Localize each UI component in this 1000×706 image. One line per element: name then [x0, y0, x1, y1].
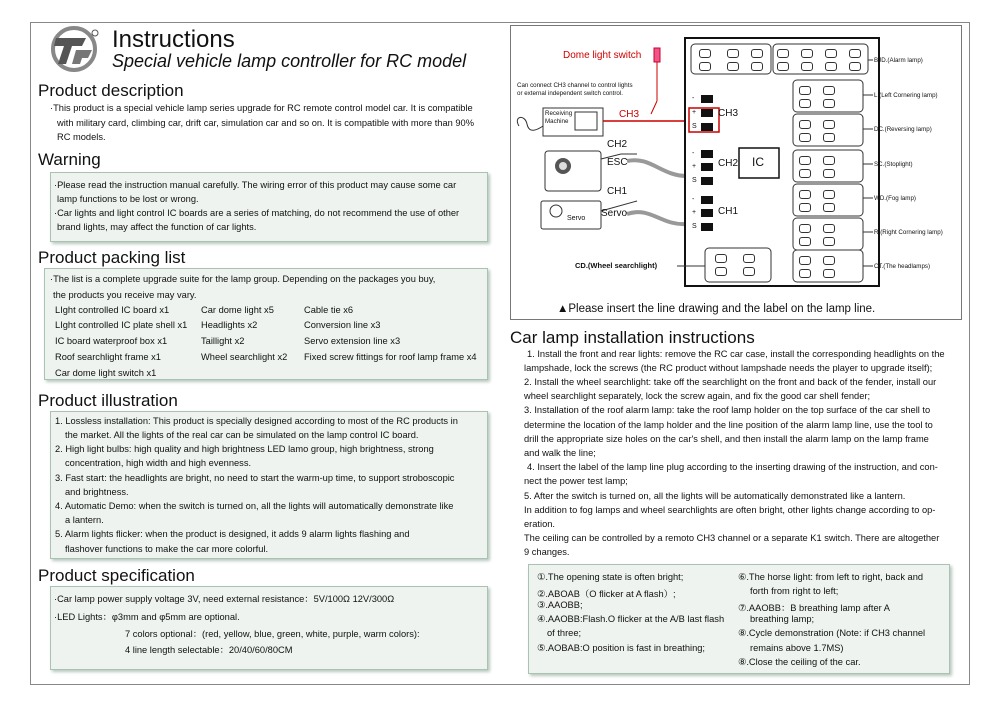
packing-item: Servo extension line x3: [304, 336, 401, 346]
mode-item: forth from right to left;: [750, 586, 839, 596]
packing-item: IC board waterproof box x1: [55, 336, 168, 346]
board-ch3-label: CH3: [718, 108, 739, 119]
installation-line: 5. After the switch is turned on, all the lights will be automatically demonstrated like a lantern.: [524, 491, 906, 501]
warning-heading: Warning: [38, 150, 101, 169]
packing-item: LIght controlled IC board x1: [55, 305, 170, 315]
mode-item: ①.The opening state is often bright;: [537, 572, 684, 582]
ch1-wire-label: CH1: [607, 186, 628, 197]
pin-minus: -: [692, 196, 695, 203]
installation-line: 1. Install the front and rear lights: remove the RC car case, install the corresponding headlights on the: [527, 349, 945, 359]
pin-minus: -: [692, 150, 695, 157]
mode-item: ⑧.Close the ceiling of the car.: [738, 657, 861, 667]
ic-label: IC: [752, 155, 764, 169]
installation-line: In addition to fog lamps and wheel searchlights are often bright, other lights change according to op-: [524, 505, 936, 515]
installation-line: nect the power test lamp;: [524, 476, 628, 486]
mode-item: ③.AAOBB;: [537, 600, 583, 610]
installation-line: 9 changes.: [524, 547, 570, 557]
packing-item: Fixed screw fittings for roof lamp frame x4: [304, 352, 477, 362]
esc-label: ESC: [607, 157, 628, 168]
specification-line: ·Car lamp power supply voltage 3V, need external resistance：5V/100Ω 12V/300Ω: [54, 594, 395, 604]
installation-line: and walk the line;: [524, 448, 596, 458]
installation-line: drill the appropriate size holes on the car's shell, and then install the alarm lamp on the lamp frame: [524, 434, 929, 444]
packing-item: Taillight x2: [201, 336, 245, 346]
pin-s: S: [692, 223, 697, 230]
installation-line: determine the location of the lamp holder and the line position of the alarm lamp line, use the tool to: [524, 420, 933, 430]
illustration-line: 1. Lossless installation: This product is specially designed according to most of the RC products in: [55, 416, 458, 426]
lamp-label-reversing: DC.(Reversing lamp): [874, 126, 932, 133]
illustration-line: 5. Alarm lights flicker: when the product is designed, it adds 9 alarm lights flashing and: [55, 529, 410, 539]
installation-line: 3. Installation of the roof alarm lamp: take the roof lamp holder on the top surface of the car shell to: [524, 405, 931, 415]
mode-item: ④.AAOBB:Flash.O flicker at the A/B last flash: [537, 614, 725, 624]
lamp-label-left-cornering: L.(Left Cornering lamp): [874, 92, 938, 99]
servo-small-label: Servo: [567, 215, 586, 222]
mode-item: breathing lamp;: [750, 614, 815, 624]
illustration-line: 2. High light bulbs: high quality and high brightness LED lamo group, high brightness, strong: [55, 444, 434, 454]
mode-item: ⑤.AOBAB:O position is fast in breathing;: [537, 643, 706, 653]
ch2-wire-label: CH2: [607, 139, 628, 150]
mode-item: remains above 1.7MS): [750, 643, 844, 653]
specification-line: ·LED Lights：φ3mm and φ5mm are optional.: [54, 612, 240, 622]
installation-heading: Car lamp installation instructions: [510, 328, 755, 347]
diagram-caption: ▲Please insert the line drawing and the label on the lamp line.: [557, 303, 876, 315]
ch3-wire-label: CH3: [619, 109, 640, 120]
pin-plus: +: [692, 163, 697, 170]
ch3-note: Can connect CH3 channel to control lights or external independent switch control.: [517, 82, 633, 97]
mode-item: ⑥.The horse light: from left to right, back and: [738, 572, 924, 582]
specification-heading: Product specification: [38, 566, 195, 585]
packing-intro: ·The list is a complete upgrade suite for the lamp group. Depending on the packages you buy,: [50, 274, 436, 284]
packing-item: LIght controlled IC plate shell x1: [55, 320, 188, 330]
servo-label: Servo: [601, 208, 628, 219]
packing-item: Car dome light switch x1: [55, 368, 157, 378]
description-line: RC models.: [57, 132, 106, 142]
pin-plus: +: [692, 109, 697, 116]
lamp-label-fog: WD.(Fog lamp): [874, 195, 916, 202]
board-ch2-label: CH2: [718, 158, 739, 169]
pin-s: S: [692, 123, 697, 130]
mode-item: ②.ABOAB（O flicker at A flash）;: [537, 589, 676, 599]
packing-item: Conversion line x3: [304, 320, 381, 330]
pin-minus: -: [692, 95, 695, 102]
page-title: Instructions: [112, 26, 235, 53]
mode-item: of three;: [547, 628, 582, 638]
lamp-label-stoplight: SC.(Stoplight): [874, 161, 913, 168]
illustration-line: a lantern.: [65, 515, 104, 525]
pin-plus: +: [692, 209, 697, 216]
board-ch1-label: CH1: [718, 206, 739, 217]
pin-s: S: [692, 177, 697, 184]
packing-heading: Product packing list: [38, 248, 186, 267]
specification-line: 7 colors optional：(red, yellow, blue, green, white, purple, warm colors):: [125, 629, 420, 639]
illustration-line: flashover functions to make the car more colorful.: [65, 544, 269, 554]
page-subtitle: Special vehicle lamp controller for RC model: [112, 51, 467, 71]
installation-line: 4. Insert the label of the lamp line plug according to the inserting drawing of the instruction, and con-: [527, 462, 938, 472]
brand-logo: [46, 24, 102, 74]
installation-line: wheel searchlight separately, lock the screw again, and fix the good car shell fender;: [524, 391, 871, 401]
packing-item: Roof searchlight frame x1: [55, 352, 161, 362]
warning-line: ·Please read the instruction manual carefully. The wiring error of this product may cause some car: [54, 180, 457, 190]
mode-item: ⑧.Cycle demonstration (Note: if CH3 channel: [738, 628, 926, 638]
specification-line: 4 line length selectable：20/40/60/80CM: [125, 645, 293, 655]
illustration-line: 3. Fast start: the headlights are bright, no need to start the warm-up time, to support stroboscopic: [55, 473, 455, 483]
packing-item: Cable tie x6: [304, 305, 354, 315]
installation-line: 2. Install the wheel searchlight: take off the searchlight on the front and back of the fender, install our: [524, 377, 937, 387]
illustration-heading: Product illustration: [38, 391, 178, 410]
packing-item: Car dome light x5: [201, 305, 274, 315]
receiving-machine-label: Receiving Machine: [545, 110, 573, 125]
packing-item: Headlights x2: [201, 320, 258, 330]
lamp-label-right-cornering: R.(Right Cornering lamp): [874, 229, 943, 236]
lamp-label-headlamps: CT.(The headlamps): [874, 263, 931, 270]
warning-line: lamp functions to be lost or wrong.: [57, 194, 199, 204]
illustration-line: concentration, high width and high evenness.: [65, 458, 252, 468]
lamp-label-alarm: BJD.(Alarm lamp): [874, 57, 923, 64]
installation-line: The ceiling can be controlled by a remoto CH3 channel or a separate K1 switch. There are altogether: [524, 533, 940, 543]
warning-line: brand lights, may affect the function of car lights.: [57, 222, 257, 232]
packing-item: Wheel searchlight x2: [201, 352, 288, 362]
illustration-line: the market. All the lights of the real car can be simulated on the lamp control IC board.: [65, 430, 419, 440]
description-line: ·This product is a special vehicle lamp series upgrade for RC remote control model car. It is compatible: [50, 103, 473, 113]
description-line: with military card, climbing car, drift car, simulation car and so on. It is compatible with more than 90%: [57, 118, 474, 128]
lamp-label-wheel-searchlight: CD.(Wheel searchlight): [575, 261, 658, 270]
warning-line: ·Car lights and light control IC boards are a series of matching, do not recommend the use of other: [54, 208, 460, 218]
dome-switch-label: Dome light switch: [563, 50, 642, 61]
illustration-line: 4. Automatic Demo: when the switch is turned on, all the lights will automatically demonstrate like: [55, 501, 454, 511]
installation-line: eration.: [524, 519, 556, 529]
packing-intro: the products you receive may vary.: [53, 290, 197, 300]
mode-item: ⑦.AAOBB：B breathing lamp after A: [738, 603, 890, 613]
illustration-line: and brightness.: [65, 487, 129, 497]
installation-line: lampshade, lock the screws (the RC product without lampshade needs the player to upgrade itself);: [524, 363, 933, 373]
wiring-diagram: [510, 25, 962, 320]
description-heading: Product description: [38, 81, 184, 100]
